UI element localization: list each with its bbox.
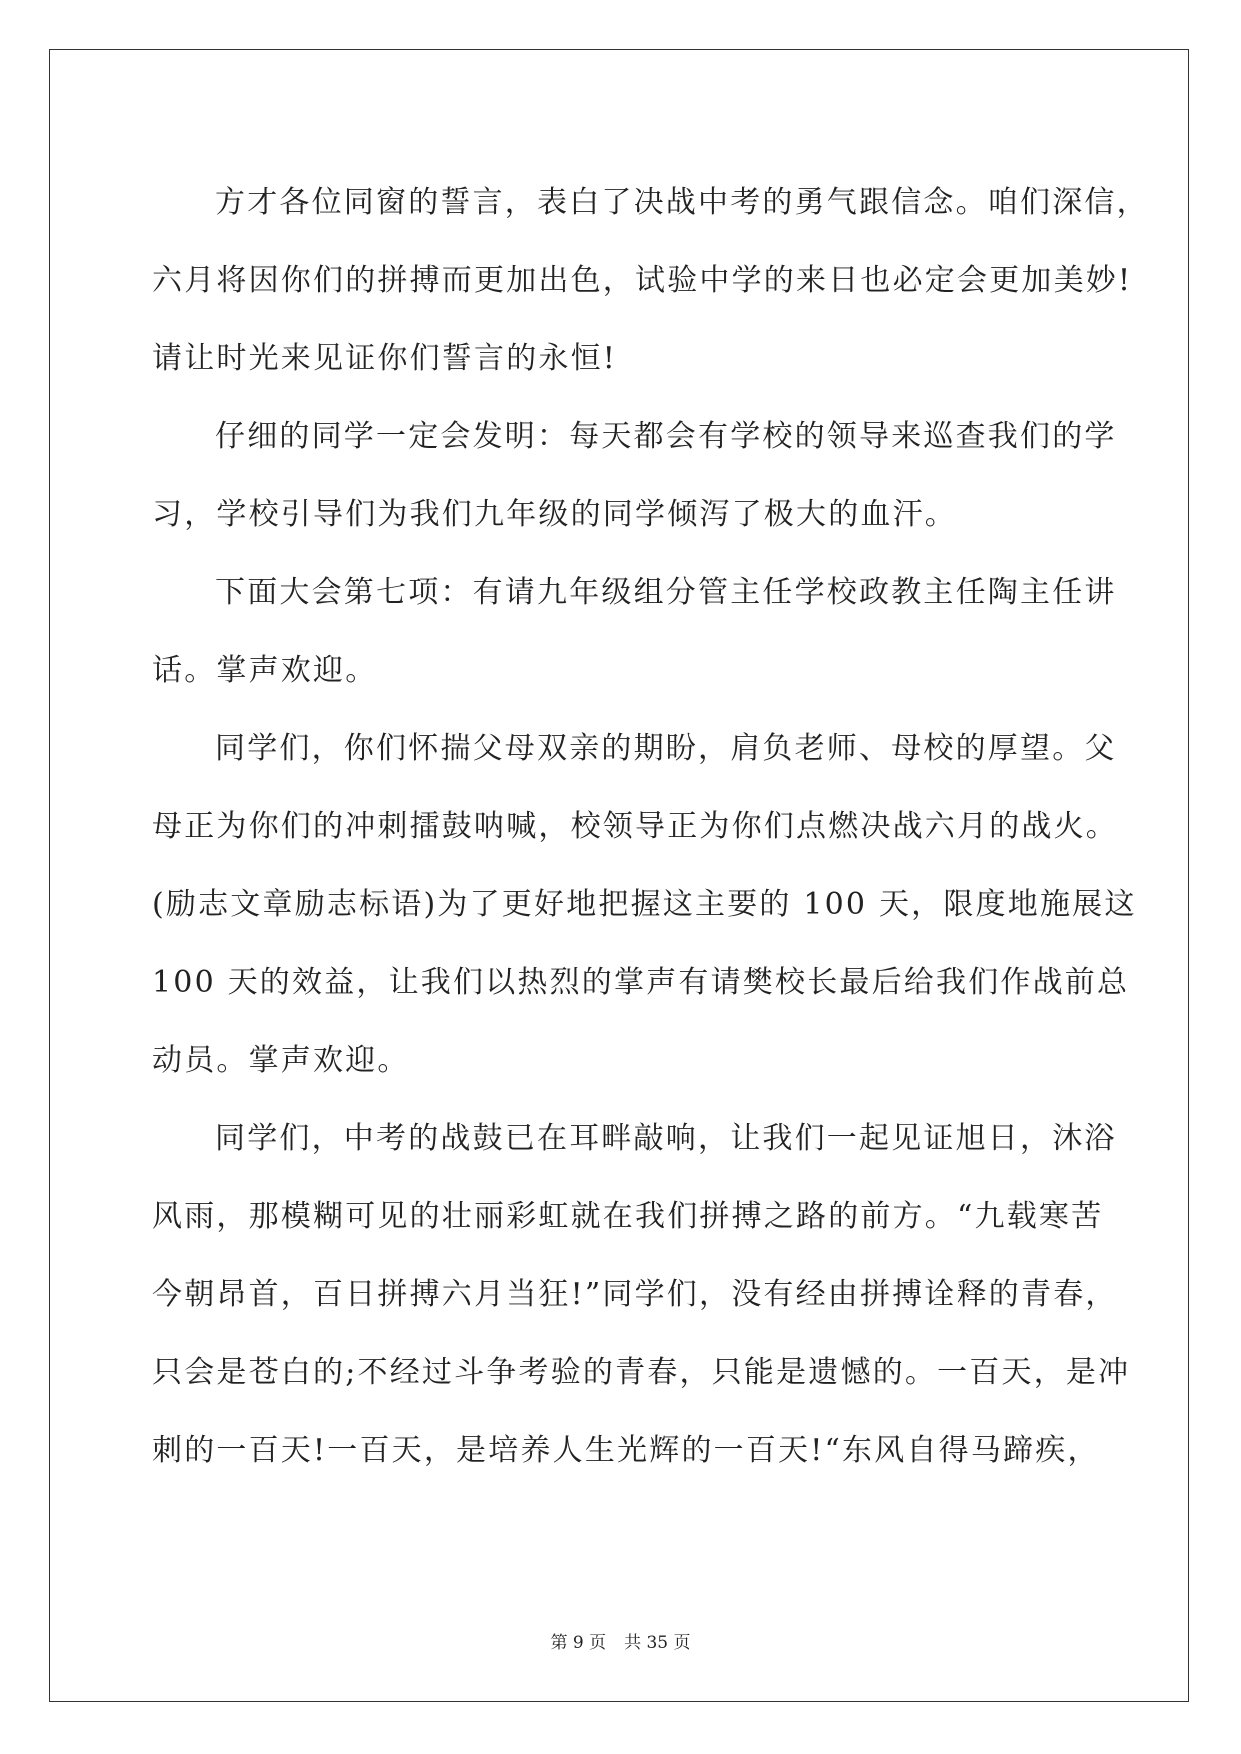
text-line: 刺的一百天!一百天，是培养人生光辉的一百天!“东风自得马蹄疾， (152, 1433, 1100, 1468)
paragraph (152, 710, 1137, 1100)
text-line: (励志文章励志标语)为了更好地把握这主要的 100 天，限度地施展这 (152, 887, 1137, 922)
page-footer (0, 1628, 1241, 1653)
text-line: 今朝昂首，百日拼搏六月当狂!”同学们，没有经由拼搏诠释的青春， (152, 1277, 1118, 1312)
text-line: 请让时光来见证你们誓言的永恒! (152, 341, 618, 376)
text-line: 同学们，中考的战鼓已在耳畔敲响，让我们一起见证旭日，沐浴 (215, 1121, 1117, 1156)
paragraph (152, 554, 1117, 710)
document-body (152, 164, 1149, 1490)
text-line: 习，学校引导们为我们九年级的同学倾泻了极大的血汗。 (152, 497, 957, 532)
text-line: 只会是苍白的;不经过斗争考验的青春，只能是遗憾的。一百天，是冲 (152, 1355, 1131, 1390)
text-line: 同学们，你们怀揣父母双亲的期盼，肩负老师、母校的厚望。父 (215, 731, 1117, 766)
paragraph (152, 1100, 1131, 1490)
text-line: 话。掌声欢迎。 (152, 653, 378, 688)
text-line: 动员。掌声欢迎。 (152, 1043, 410, 1078)
page-number: 第 9 页 (550, 1633, 607, 1653)
paragraph (152, 164, 1149, 398)
text-line: 六月将因你们的拼搏而更加出色，试验中学的来日也必定会更加美妙! (152, 263, 1133, 298)
text-line: 风雨，那模糊可见的壮丽彩虹就在我们拼搏之路的前方。“九载寒苦 (152, 1199, 1104, 1234)
page-total: 共 35 页 (624, 1633, 691, 1653)
paragraph (152, 398, 1117, 554)
text-line: 100 天的效益，让我们以热烈的掌声有请樊校长最后给我们作战前总 (152, 965, 1130, 1000)
text-line: 母正为你们的冲刺擂鼓呐喊，校领导正为你们点燃决战六月的战火。 (152, 809, 1118, 844)
text-line: 方才各位同窗的誓言，表白了决战中考的勇气跟信念。咱们深信， (215, 185, 1149, 220)
text-line: 下面大会第七项：有请九年级组分管主任学校政教主任陶主任讲 (215, 575, 1117, 610)
text-line: 仔细的同学一定会发明：每天都会有学校的领导来巡查我们的学 (215, 419, 1117, 454)
